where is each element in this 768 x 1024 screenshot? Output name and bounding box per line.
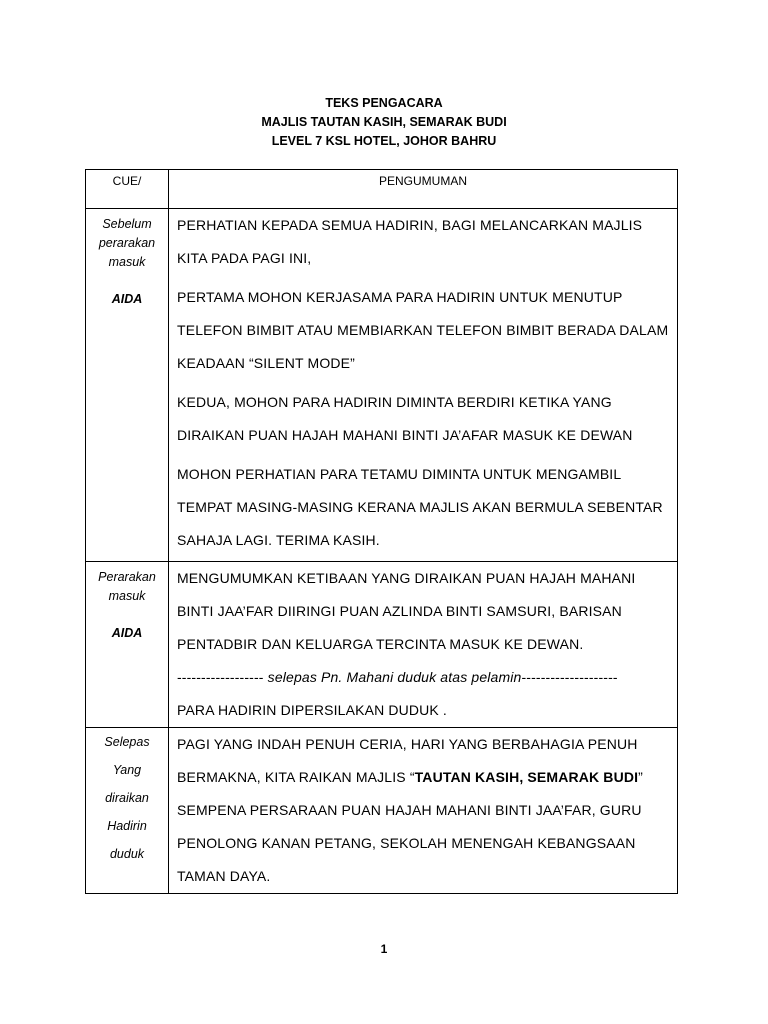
cue-text: Hadirin xyxy=(107,819,147,833)
header-venue: LEVEL 7 KSL HOTEL, JOHOR BAHRU xyxy=(271,134,497,148)
header-title: TEKS PENGACARA xyxy=(325,96,443,110)
cue-cell xyxy=(86,562,169,728)
announcement-text: PAGI YANG INDAH PENUH CERIA, HARI YANG BERBAHAGIA PENUH BERMAKNA, KITA RAIKAN MAJLIS “ xyxy=(177,736,638,785)
table-row xyxy=(86,562,678,728)
document-header xyxy=(0,94,768,151)
announcement-paragraph: PARA HADIRIN DIPERSILAKAN DUDUK . xyxy=(177,702,447,718)
emcee-name: AIDA xyxy=(111,626,143,640)
announcement-paragraph: MENGUMUMKAN KETIBAAN YANG DIRAIKAN PUAN HAJAH MAHANI BINTI JAA’FAR DIIRINGI PUAN AZLINDA BINTI SAMSURI, BARISAN PENTADBIR DAN KELUARGA TERCINTA MASUK KE DEWAN. xyxy=(177,570,636,652)
table-row xyxy=(86,728,678,894)
note-text: selepas Pn. Mahani duduk atas pelamin xyxy=(263,669,522,685)
table-row xyxy=(86,209,678,562)
announcement-paragraph: PERTAMA MOHON KERJASAMA PARA HADIRIN UNTUK MENUTUP TELEFON BIMBIT ATAU MEMBIARKAN TELEFON BIMBIT BERADA DALAM KEADAAN “SILENT MODE” xyxy=(177,289,669,371)
cue-cell xyxy=(86,728,169,894)
announcement-paragraph: MOHON PERHATIAN PARA TETAMU DIMINTA UNTUK MENGAMBIL TEMPAT MASING-MASING KERANA MAJLIS AKAN BERMULA SEBENTAR SAHAJA LAGI. TERIMA KASIH. xyxy=(177,466,663,548)
announcement-cell xyxy=(169,562,678,728)
emcee-script-table xyxy=(85,169,678,894)
announcement-paragraph: KEDUA, MOHON PARA HADIRIN DIMINTA BERDIRI KETIKA YANG DIRAIKAN PUAN HAJAH MAHANI BINTI JA’AFAR MASUK KE DEWAN xyxy=(177,394,633,443)
table-header-row xyxy=(86,170,678,209)
column-header-announcement: PENGUMUMAN xyxy=(169,170,678,209)
cue-text: Selepas xyxy=(104,735,150,749)
event-name-bold: TAUTAN KASIH, SEMARAK BUDI xyxy=(414,769,639,785)
cue-text: Sebelum xyxy=(102,217,152,231)
header-event-name: MAJLIS TAUTAN KASIH, SEMARAK BUDI xyxy=(261,115,507,129)
cue-text: diraikan xyxy=(105,791,149,805)
column-header-cue: CUE/ xyxy=(86,170,169,209)
announcement-paragraph: PERHATIAN KEPADA SEMUA HADIRIN, BAGI MELANCARKAN MAJLIS KITA PADA PAGI INI, xyxy=(177,217,643,266)
announcement-cell xyxy=(169,728,678,894)
note-dashes: ------------------ xyxy=(177,669,264,685)
announcement-paragraph xyxy=(177,728,669,893)
cue-text: perarakan xyxy=(98,236,156,250)
emcee-name: AIDA xyxy=(111,292,143,306)
note-dashes: -------------------- xyxy=(521,669,618,685)
page-number: 1 xyxy=(380,942,388,956)
cue-text: Yang xyxy=(112,763,142,777)
announcement-text: ” SEMPENA PERSARAAN PUAN HAJAH MAHANI BINTI JAA’FAR, GURU PENOLONG KANAN PETANG, SEKOLAH MENENGAH KEBANGSAAN TAMAN DAYA. xyxy=(177,769,643,884)
cue-text: masuk xyxy=(108,589,146,603)
cue-text: duduk xyxy=(109,847,145,861)
cue-text: masuk xyxy=(108,255,146,269)
cue-text: Perarakan xyxy=(98,570,156,584)
cue-cell xyxy=(86,209,169,562)
announcement-cell xyxy=(169,209,678,562)
stage-direction-note xyxy=(177,661,669,694)
